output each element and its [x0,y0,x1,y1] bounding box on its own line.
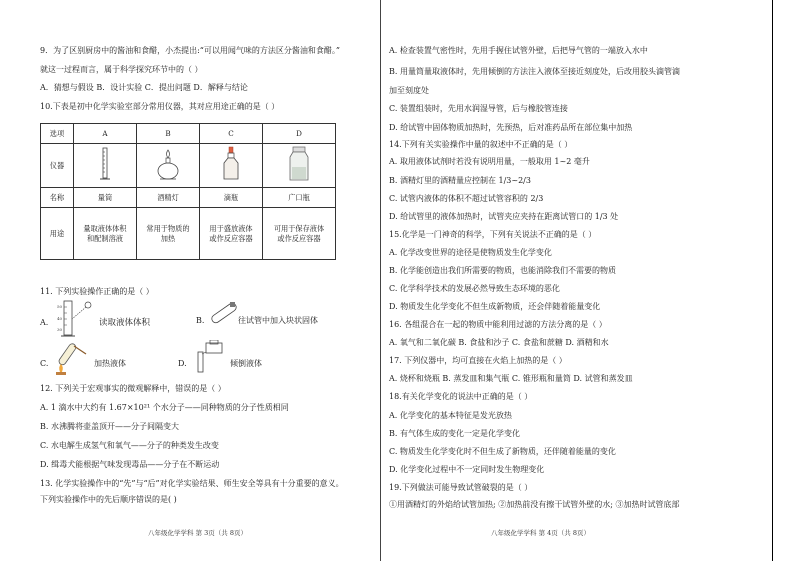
apparatus-table [40,123,336,260]
heating-liquid-icon [52,340,92,376]
q14-option-d: D. 给试管里的液体加热时，试管夹应夹持在距离试管口的 1/3 处 [389,212,619,221]
q11-option-a-letter: A. [40,318,49,327]
q13-stem-line1: 13. 化学实验操作中的“先”与“后”对化学实验结果、师生安全等具有十分重要的意义。 [40,479,344,488]
table-header-c: C [200,124,263,144]
right-binding-line [772,0,773,561]
use-a: 量取液体体积 和配制溶液 [74,208,137,260]
name-a: 量筒 [74,188,137,208]
q14-stem: 14.下列有关实验操作中量的叙述中不正确的是（ ） [389,140,573,149]
q17-stem: 17. 下列仪器中，均可直接在火焰上加热的是（ ） [389,356,567,365]
center-divider [380,0,381,561]
q19-line2: ①用酒精灯的外焰给试管加热; ②加热前没有擦干试管外壁的水; ③加热时试管底部 [389,500,680,509]
q13-option-a: A. 检查装置气密性时，先用手握住试管外壁，后把导气管的一端放入水中 [389,46,648,55]
name-c: 滴瓶 [200,188,263,208]
q18-stem: 18.有关化学变化的说法中正确的是（ ） [389,392,533,401]
test-tube-block-solid-icon [208,300,242,330]
q11-option-d-letter: D. [178,359,187,368]
pouring-liquid-icon [192,340,228,374]
left-page-footer: 八年级化学学科 第 3页（共 8页） [148,529,247,537]
reading-volume-icon [56,299,94,339]
table-header-d: D [263,124,336,144]
q12-option-c: C. 水电解生成氢气和氧气——分子的种类发生改变 [40,441,219,450]
dropper-bottle-icon [200,144,263,188]
q13-option-b-line2: 加至刻度处 [389,86,429,95]
q12-stem: 12. 下列关于宏观事实的微观解释中，错误的是（ ） [40,384,226,393]
q9-stem-line2: 就这一过程而言，属于科学探究环节中的（ ） [40,65,203,74]
row-label-use: 用途 [41,208,74,260]
q19-stem: 19.下列做法可能导致试管破裂的是（ ） [389,483,533,492]
table-header-a: A [74,124,137,144]
q11-option-d-text: 倾倒液体 [230,359,262,368]
q15-stem: 15.化学是一门神奇的科学，下列有关说法不正确的是（ ） [389,230,597,239]
q18-option-b: B. 有气体生成的变化一定是化学变化 [389,429,520,438]
q11-stem: 11. 下列实验操作正确的是（ ） [40,287,154,296]
q13-stem-line2: 下列实验操作中的先后顺序错误的是( ) [40,495,177,504]
q11-option-c-letter: C. [40,359,49,368]
q13-option-b-line1: B. 用量筒量取液体时，先用倾倒的方法注入液体至接近刻度处，后改用胶头滴管滴 [389,67,680,76]
q10-stem: 10.下表是初中化学实验室部分常用仪器，其对应用途正确的是（ ） [40,102,280,111]
row-label-instrument: 仪器 [41,144,74,188]
right-page-footer: 八年级化学学科 第 4页（共 8页） [491,529,590,537]
q15-option-a: A. 化学改变世界的途径是使物质发生化学变化 [389,248,552,257]
name-b: 酒精灯 [137,188,200,208]
use-d: 可用于保存液体 或作反应容器 [263,208,336,260]
q12-option-b: B. 水沸腾将壶盖顶开——分子间隔变大 [40,422,179,431]
svg-text:30: 30 [57,327,63,332]
use-b: 常用于物质的 加热 [137,208,200,260]
q18-option-d: D. 化学变化过程中不一定同时发生物理变化 [389,465,545,474]
q18-option-c: C. 物质发生化学变化时不但生成了新物质，还伴随着能量的变化 [389,447,616,456]
svg-text:50: 50 [57,304,63,309]
table-header-b: B [137,124,200,144]
q9-stem-line1: 9．为了区别厨房中的酱油和食醋，小杰提出:“可以用闻气味的方法区分酱油和食醋。” [40,46,340,55]
use-c: 用于盛放液体 或作反应容器 [200,208,263,260]
q14-option-c: C. 试管内液体的体积不超过试管容积的 2/3 [389,194,544,203]
q17-options: A. 烧杯和烧瓶 B. 蒸发皿和集气瓶 C. 锥形瓶和量筒 D. 试管和蒸发皿 [389,374,633,383]
wide-mouth-bottle-icon [263,144,336,188]
row-label-name: 名称 [41,188,74,208]
q13-option-c: C. 装置组装时，先用水润湿导管，后与橡胶管连接 [389,104,568,113]
q13-option-d: D. 给试管中固体物质加热时，先预热，后对准药品所在部位集中加热 [389,123,633,132]
q14-option-a: A. 取用液体试剂时若没有说明用量，一般取用 1~2 毫升 [389,157,590,166]
q12-option-a: A. 1 滴水中大约有 1.67×10²¹ 个水分子——同种物质的分子性质相同 [40,403,289,412]
q11-option-a-text: 读取液体体积 [99,318,151,328]
q11-option-b-letter: B. [196,316,205,325]
q14-option-b: B. 酒精灯里的酒精量应控制在 1/3~2/3 [389,176,531,185]
q18-option-a: A. 化学变化的基本特征是发光放热 [389,411,512,420]
q16-stem: 16. 各组混合在一起的物质中能利用过滤的方法分离的是（ ） [389,320,607,329]
graduated-cylinder-icon [74,144,137,188]
q11-option-b-text: 往试管中加入块状固体 [238,316,318,325]
table-header-option: 选项 [41,124,74,144]
alcohol-lamp-icon [137,144,200,188]
q15-option-d: D. 物质发生化学变化不但生成新物质，还会伴随着能量变化 [389,302,601,311]
q11-option-c-text: 加热液体 [94,359,126,368]
q16-options: A. 氧气和二氧化碳 B. 食盐和沙子 C. 食盐和蔗糖 D. 酒精和水 [389,338,609,347]
name-d: 广口瓶 [263,188,336,208]
q15-option-c: C. 化学科学技术的发展必然导致生态环境的恶化 [389,284,560,293]
q9-options: A．猜想与假设 B．设计实验 C．提出问题 D．解释与结论 [40,83,248,92]
svg-text:40: 40 [57,316,63,321]
q12-option-d: D. 缉毒犬能根据气味发现毒品——分子在不断运动 [40,460,220,469]
q15-option-b: B. 化学能创造出我们所需要的物质，也能消除我们不需要的物质 [389,266,616,275]
